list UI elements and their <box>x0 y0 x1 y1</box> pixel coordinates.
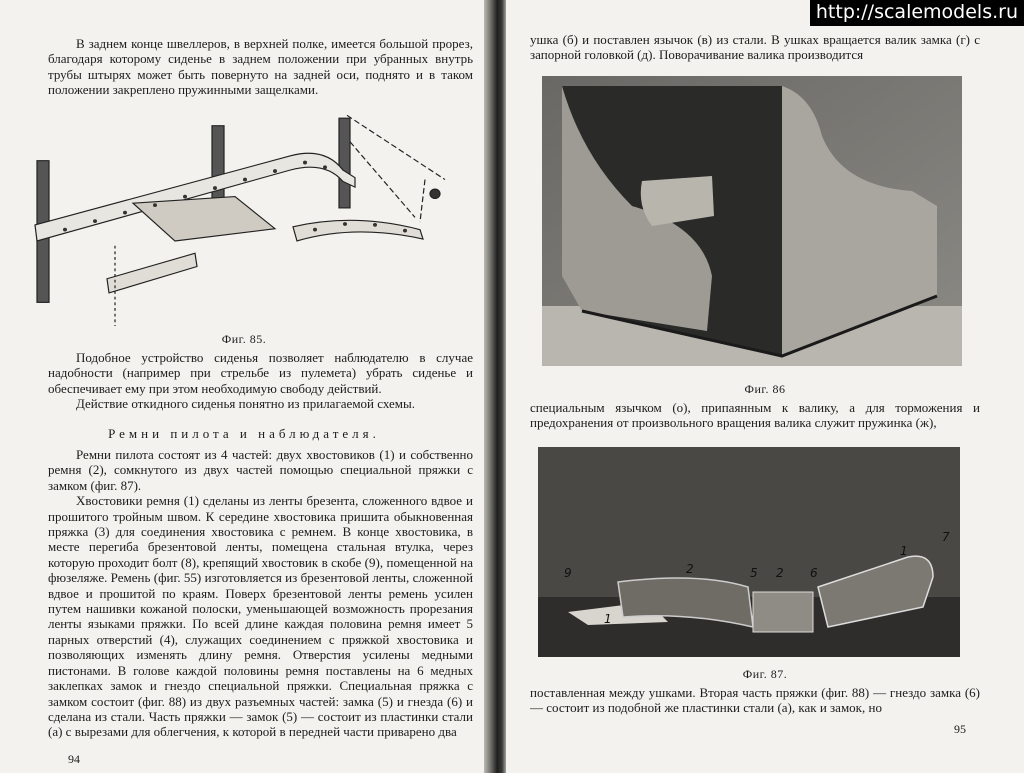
label-1a: 1 <box>604 612 612 626</box>
figure-87-caption: Фиг. 87. <box>742 667 788 681</box>
book-spine-gutter <box>484 0 508 773</box>
paragraph: специальным язычком (о), припаянным к валику, а для торможения и предохранения от произвольного вращения валика служит пружинка (ж), <box>530 400 980 431</box>
paragraph: Действие откидного сиденья понятно из прилагаемой схемы. <box>76 396 416 412</box>
right-text-bottom <box>530 685 980 716</box>
left-text-bottom <box>48 447 473 740</box>
label-2a: 2 <box>686 562 694 576</box>
lower-channel <box>107 253 197 293</box>
right-page <box>506 0 1024 773</box>
watermark-url: http://scalemodels.ru <box>810 0 1024 26</box>
page-number: 95 <box>954 722 966 736</box>
label-7: 7 <box>942 530 950 544</box>
figure-87-belt-image <box>538 447 960 657</box>
figure-87-belt-photo <box>538 447 960 657</box>
paragraph: Хвостовики ремня (1) сделаны из ленты брезента, сложенного вдвое и прошитого тройным швом. К середине хвостовика пришита обыкновенная пряжка (3) для соединения хвостовика с ремнем. В конце хвостовика, в месте перегиба брезентовой ленты, помещена стальная втулка, через которую проходит болт (8), крепящий хвостовик в скобе (9), помещенной на фюзеляже. Ремень (фиг. 55) изготовляется из брезентовой ленты, сложенной вдвое и прошитой по краям. Поверх брезентовой ленты ремень усилен путем нашивки кожаной полоски, уменьшающей возможность прорезания ленты языками пряжки. По всей длине каждая половина ремня имеет 5 парных отверстий (4), служащих соединением с пряжкой хвостовика и позволяющих изменять длину ремня. Отверстия усилены медными пистонами. В голове каждой половины ремня поставлены на 6 медных заклепках замок и гнездо специальной пряжки. Специальная пряжка с замком состоит (фиг. 88) из двух разъемных частей: замка (5) и гнезда (6) и сделана из стали. Часть пряжки — замок (5) — состоит из пластинки стали (а) с вырезами для облегчения, к которой в передней части приварено два <box>48 493 473 740</box>
label-2b: 2 <box>776 566 784 580</box>
paragraph: Подобное устройство сиденья позволяет наблюдателю в случае надобности (например при стрельбе из пулемета) убрать сиденье и обеспечивает ему при этом необходимую свободу действий. <box>48 350 473 396</box>
figure-85-seat-diagram <box>25 104 475 326</box>
right-text-middle <box>530 400 980 431</box>
label-1b: 1 <box>900 544 908 558</box>
post-right <box>339 118 350 208</box>
page-number: 94 <box>68 752 80 766</box>
figure-85-caption: Фиг. 85. <box>221 332 267 346</box>
paragraph: поставленная между ушками. Вторая часть пряжки (фиг. 88) — гнездо замка (6) — состоит из подобной же пластинки стали (а), как и замок, но <box>530 685 980 716</box>
section-heading: Ремни пилота и наблюдателя. <box>108 426 380 441</box>
label-5: 5 <box>750 566 758 580</box>
left-page <box>0 0 488 773</box>
paragraph: ушка (б) и поставлен язычок (в) из стали. В ушках вращается валик замка (г) с запорной головкой (д). Поворачивание валика производится <box>530 32 980 63</box>
left-text-middle <box>48 350 473 412</box>
figure-86-caption: Фиг. 86 <box>744 382 786 396</box>
figure-86-seat-photo <box>542 76 962 366</box>
pin <box>430 189 440 198</box>
seat-slats <box>133 197 275 241</box>
buckle-lock <box>753 592 813 632</box>
right-text-top <box>530 32 980 63</box>
post-middle <box>212 126 224 206</box>
label-9: 9 <box>564 566 572 580</box>
left-text-top <box>48 36 473 98</box>
paragraph: В заднем конце швеллеров, в верхней полке, имеется большой прорез, благодаря которому сиденье в заднем положении при убранных внутрь трубы штырях может быть повернуто на задней оси, поднято и в таком положении закреплено пружинными защелками. <box>48 36 473 98</box>
paragraph: Ремни пилота состоят из 4 частей: двух хвостовиков (1) и собственно ремня (2), сомкнутого из двух частей помощью специальной пряжки с замком (фиг. 87). <box>48 447 473 493</box>
label-6: 6 <box>810 566 818 580</box>
